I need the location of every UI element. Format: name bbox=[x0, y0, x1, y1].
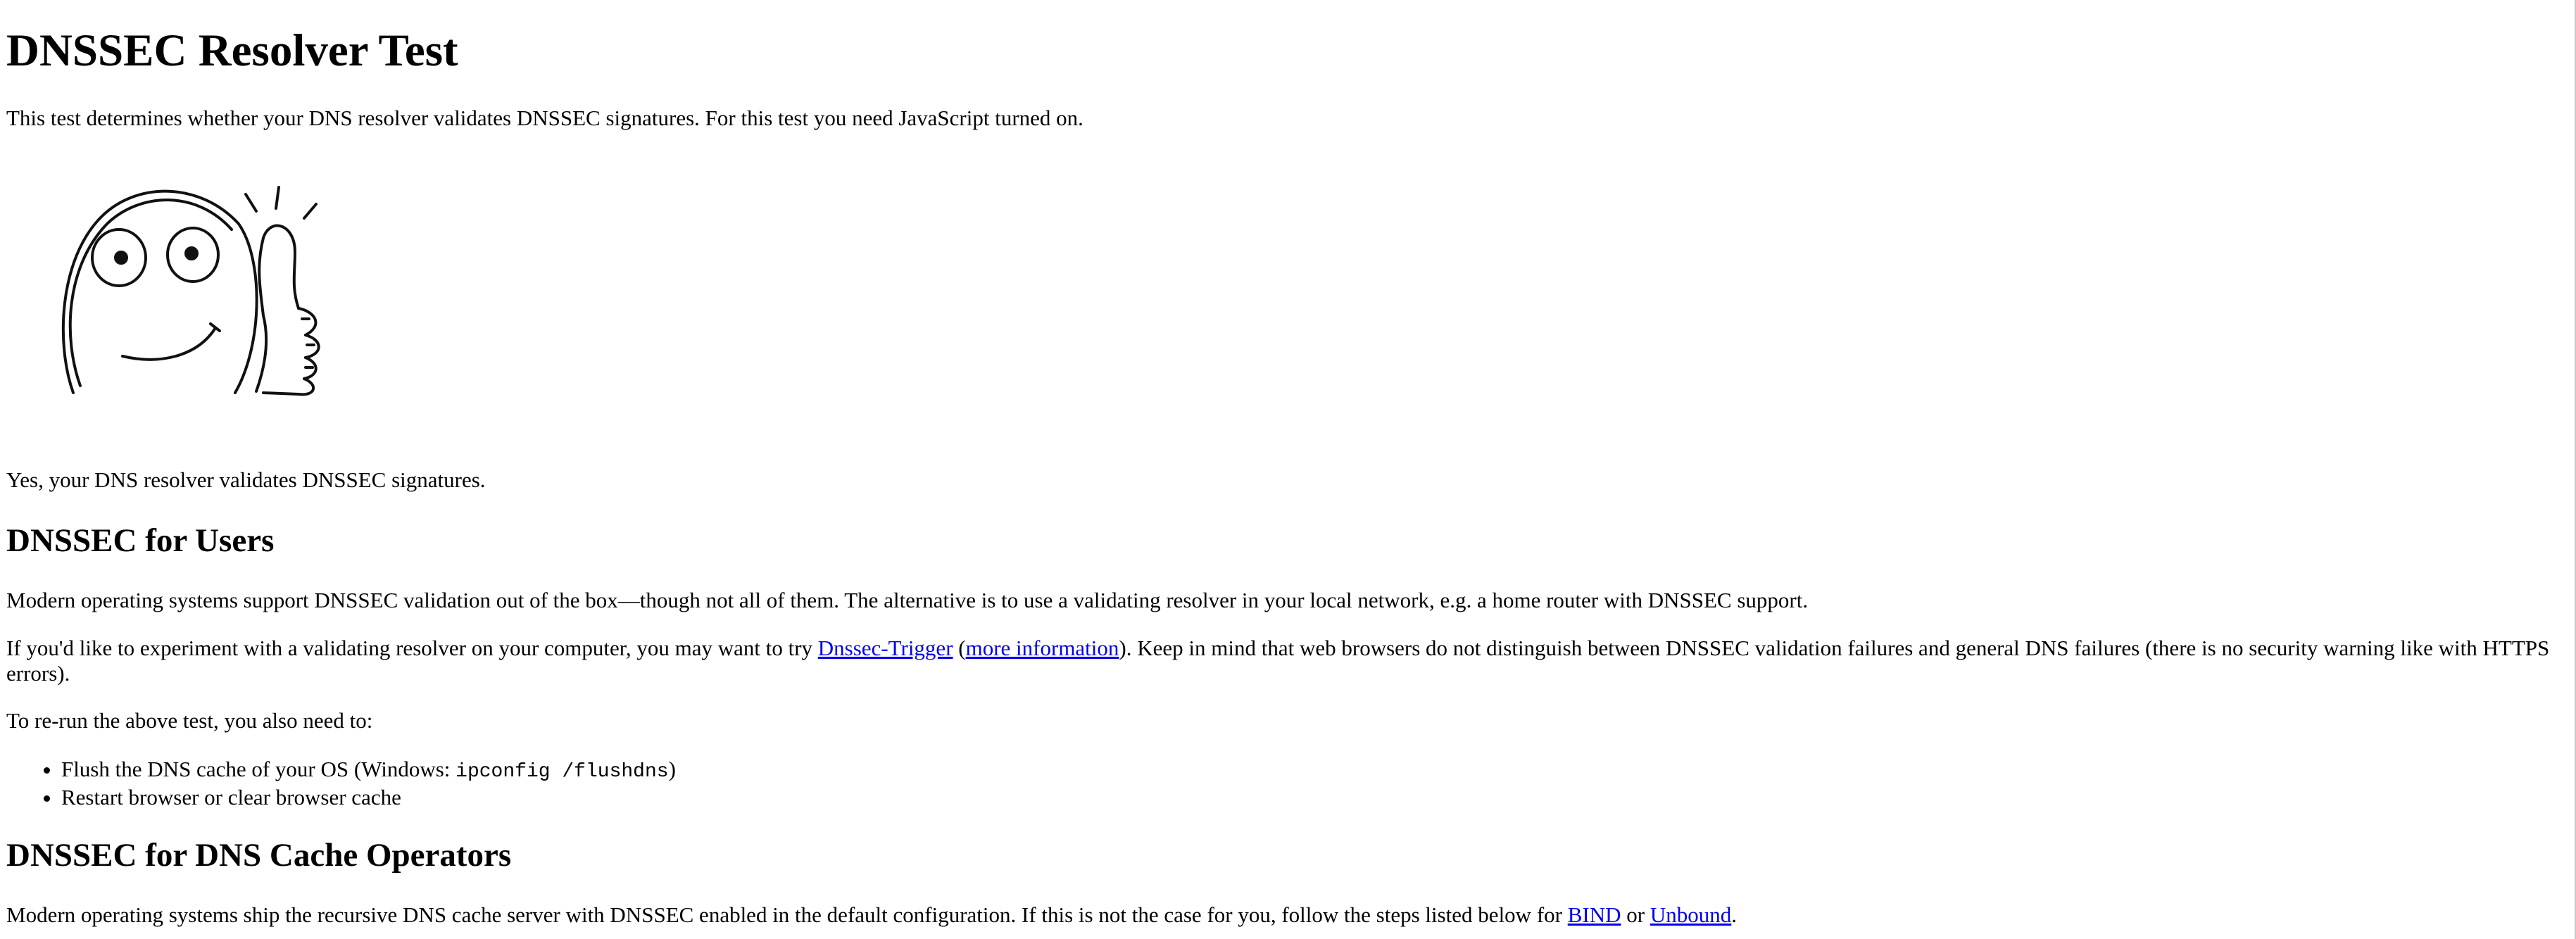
list-item bbox=[61, 757, 676, 785]
users-paragraph-2-text-c: ). Keep in mind that web browsers do not distinguish between DNSSEC validation failures and general DNS failures (there is no security warning like with HTTPS errors). bbox=[6, 636, 2550, 686]
operators-section-heading: DNSSEC for DNS Cache Operators bbox=[6, 837, 512, 874]
users-paragraph-3: To re-run the above test, you also need to: bbox=[6, 708, 373, 733]
more-information-link[interactable]: more information bbox=[965, 636, 1119, 660]
bind-link[interactable]: BIND bbox=[1567, 902, 1621, 927]
operators-paragraph-text-a: Modern operating systems ship the recursive DNS cache server with DNSSEC enabled in the default configuration. If this is not the case for you, follow the steps listed below for bbox=[6, 902, 1568, 927]
rerun-steps-list bbox=[6, 757, 676, 810]
intro-text: This test determines whether your DNS resolver validates DNSSEC signatures. For this test you need JavaScript turned on. bbox=[6, 106, 1083, 130]
operators-paragraph-text-b: or bbox=[1621, 902, 1650, 927]
operators-paragraph-text-c: . bbox=[1731, 902, 1737, 927]
dnssec-trigger-link[interactable]: Dnssec-Trigger bbox=[817, 636, 953, 660]
result-text: Yes, your DNS resolver validates DNSSEC signatures. bbox=[6, 467, 486, 492]
unbound-link[interactable]: Unbound bbox=[1650, 902, 1732, 927]
page-title: DNSSEC Resolver Test bbox=[6, 25, 458, 76]
operators-paragraph-1 bbox=[6, 902, 1737, 928]
users-paragraph-1: Modern operating systems support DNSSEC validation out of the box—though not all of them. The alternative is to use a validating resolver in your local network, e.g. a home router with DNSSEC support. bbox=[6, 588, 1809, 612]
users-section-heading: DNSSEC for Users bbox=[6, 522, 275, 559]
thumbs-up-face-icon bbox=[52, 168, 334, 400]
users-paragraph-2-text-b: ( bbox=[953, 636, 966, 660]
list-item-text-b: ) bbox=[668, 757, 676, 781]
users-paragraph-2-text-a: If you'd like to experiment with a validating resolver on your computer, you may want to try bbox=[6, 636, 818, 660]
list-item-text-a: Flush the DNS cache of your OS (Windows: bbox=[61, 757, 456, 781]
flushdns-command: ipconfig /flushdns bbox=[455, 761, 669, 783]
users-paragraph-2 bbox=[6, 636, 2562, 686]
list-item: • Restart browser or clear browser cache bbox=[61, 785, 676, 810]
